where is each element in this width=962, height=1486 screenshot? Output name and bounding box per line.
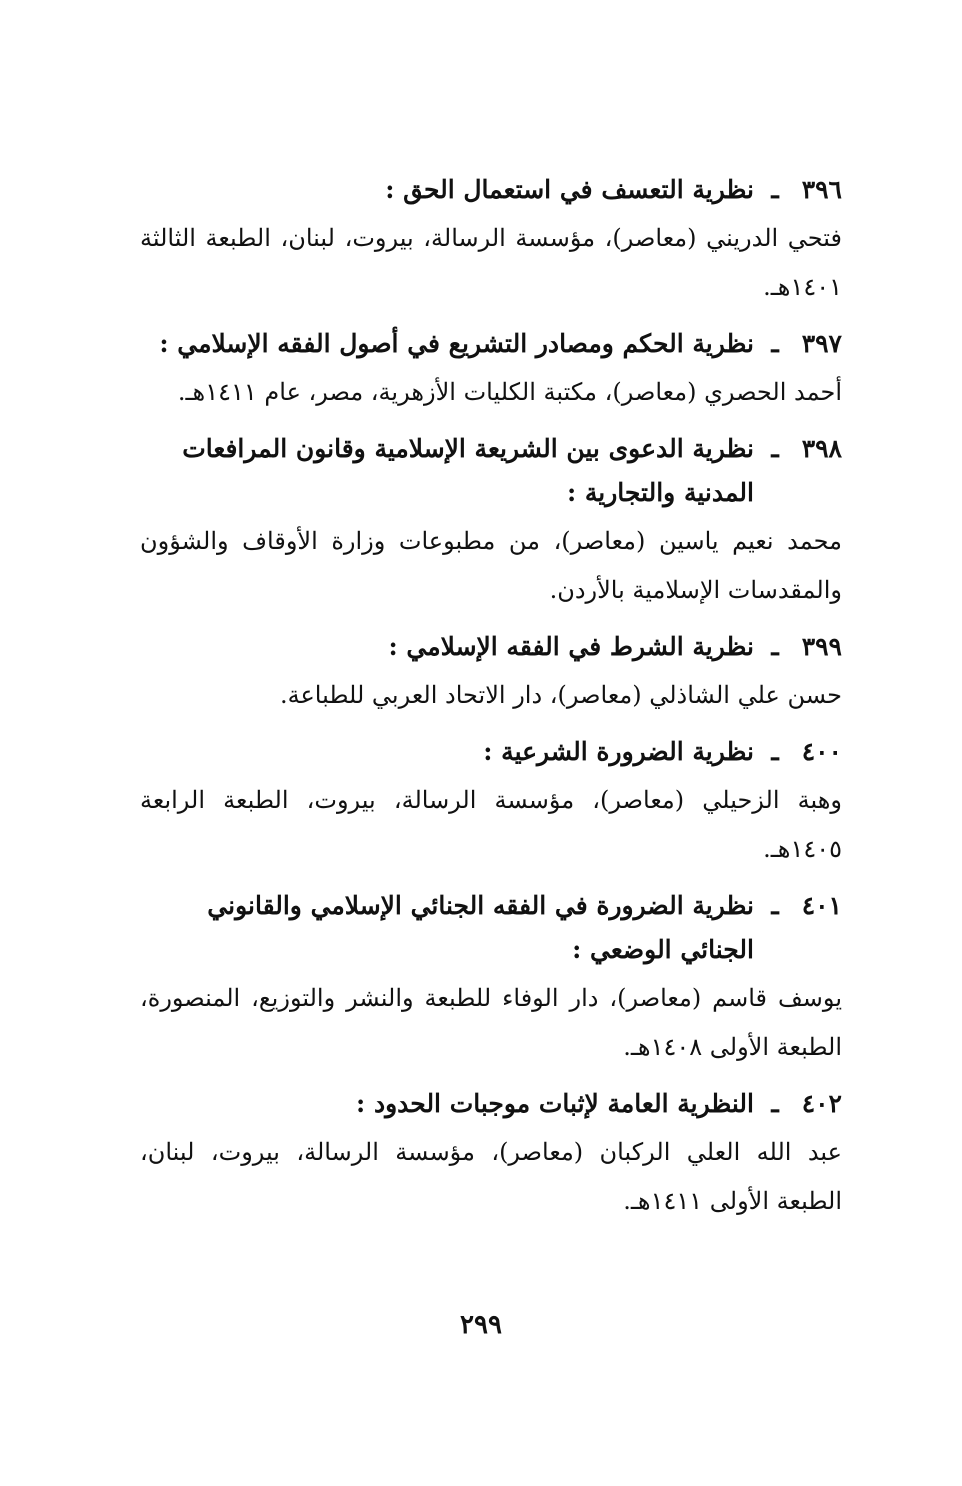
bibliography-entry	[140, 427, 842, 615]
entry-number: ٣٩٨	[801, 434, 842, 463]
entry-heading	[140, 168, 842, 212]
entry-heading	[140, 625, 842, 669]
bibliography-entry	[140, 730, 842, 874]
entry-dash: ـ	[771, 632, 779, 661]
bibliography-entry	[140, 625, 842, 720]
entry-number: ٤٠٢	[801, 1089, 842, 1118]
entry-number: ٤٠١	[801, 891, 842, 920]
entry-title: نظرية التعسف في استعمال الحق :	[385, 175, 754, 204]
entry-citation: عبد الله العلي الركبان (معاصر)، مؤسسة الرسالة، بيروت، لبنان، الطبعة الأولى ١٤١١هـ.	[140, 1138, 842, 1215]
bibliography-entry	[140, 1082, 842, 1226]
bibliography-entry	[140, 168, 842, 312]
page-number: ٢٩٩	[460, 1310, 502, 1340]
entry-title: نظرية الضرورة في الفقه الجنائي الإسلامي والقانوني الجنائي الوضعي :	[207, 891, 754, 964]
entry-dash: ـ	[771, 175, 779, 204]
entry-dash: ـ	[771, 891, 779, 920]
entry-citation: يوسف قاسم (معاصر)، دار الوفاء للطبعة والنشر والتوزيع، المنصورة، الطبعة الأولى ١٤٠٨هـ.	[140, 984, 842, 1061]
entry-citation: حسن علي الشاذلي (معاصر)، دار الاتحاد العربي للطباعة.	[279, 681, 842, 709]
bibliography-list	[140, 168, 842, 1236]
entry-dash: ـ	[771, 329, 779, 358]
bibliography-entry	[140, 322, 842, 417]
entry-title: نظرية الحكم ومصادر التشريع في أصول الفقه الإسلامي :	[159, 329, 754, 358]
entry-number: ٣٩٩	[801, 632, 842, 661]
bibliography-entry	[140, 884, 842, 1072]
entry-number: ٣٩٧	[801, 329, 842, 358]
entry-title: نظرية الدعوى بين الشريعة الإسلامية وقانون المرافعات المدنية والتجارية :	[182, 434, 754, 507]
entry-citation: فتحي الدريني (معاصر)، مؤسسة الرسالة، بيروت، لبنان، الطبعة الثالثة ١٤٠١هـ.	[140, 224, 842, 301]
entry-heading	[140, 730, 842, 774]
entry-citation: محمد نعيم ياسين (معاصر)، من مطبوعات وزارة الأوقاف والشؤون والمقدسات الإسلامية بالأردن.	[140, 527, 842, 604]
entry-dash: ـ	[771, 737, 779, 766]
entry-heading	[140, 1082, 842, 1126]
entry-heading	[140, 427, 842, 515]
entry-number: ٣٩٦	[801, 175, 842, 204]
entry-citation: وهبة الزحيلي (معاصر)، مؤسسة الرسالة، بيروت، الطبعة الرابعة ١٤٠٥هـ.	[140, 786, 842, 863]
entry-heading	[140, 322, 842, 366]
entry-title: نظرية الشرط في الفقه الإسلامي :	[388, 632, 754, 661]
entry-number: ٤٠٠	[801, 737, 842, 766]
entry-title: النظرية العامة لإثبات موجبات الحدود :	[356, 1089, 754, 1118]
entry-citation: أحمد الحصري (معاصر)، مكتبة الكليات الأزهرية، مصر، عام ١٤١١هـ.	[177, 378, 842, 406]
entry-heading	[140, 884, 842, 972]
entry-dash: ـ	[771, 434, 779, 463]
entry-dash: ـ	[771, 1089, 779, 1118]
entry-title: نظرية الضرورة الشرعية :	[483, 737, 754, 766]
